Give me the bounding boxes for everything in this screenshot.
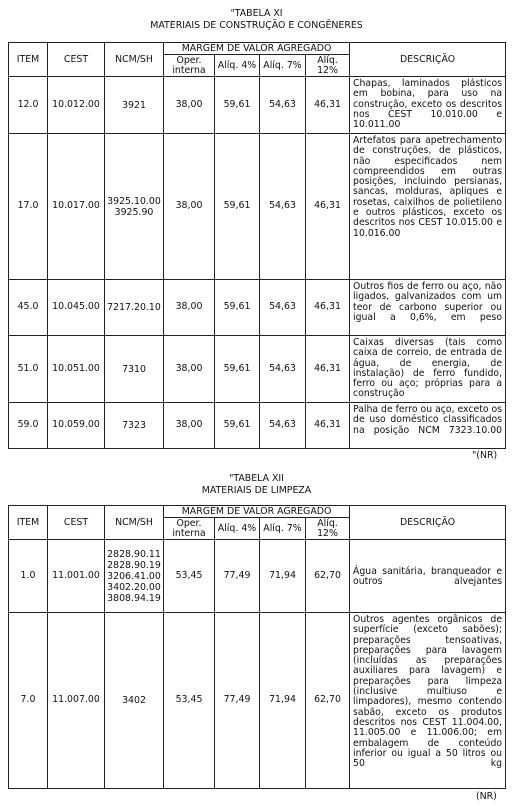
header-item: ITEM (9, 43, 48, 77)
cell-aliq12: 46,31 (306, 403, 350, 449)
header-cest: CEST (48, 506, 105, 540)
ncm-code: 2828.90.11 (107, 548, 161, 560)
cell-aliq12: 46,31 (306, 77, 350, 134)
cell-aliq12: 46,31 (306, 134, 350, 280)
cell-aliq4: 59,61 (215, 336, 260, 403)
ncm-code: 7217.20.10 (107, 302, 161, 313)
table-xi-note: "(NR) (472, 450, 498, 461)
ncm-code: 7323 (122, 420, 146, 431)
cell-aliq12: 62,70 (306, 540, 350, 613)
cell-oper: 38,00 (164, 77, 215, 134)
cell-aliq4: 59,61 (215, 403, 260, 449)
cell-aliq7: 54,63 (260, 280, 306, 336)
ncm-code: 3925.10.00 (107, 195, 161, 207)
cell-ncm (105, 77, 164, 134)
cell-descricao: Caixas diversas (tais como caixa de correio, de entrada de água, de energia, de instalação) de ferro fundido, ferro ou aço; próprias para a construção (350, 336, 506, 403)
header-oper: Oper. interna (164, 518, 215, 540)
cell-item: 1.0 (9, 540, 48, 613)
table-row (9, 613, 506, 789)
ncm-code: 3925.90 (114, 206, 154, 218)
header-ncm: NCM/SH (105, 43, 164, 77)
table-row (9, 280, 506, 336)
cell-descricao: Chapas, laminados plásticos em bobina, para uso na construção, exceto os descritos nos CEST 10.010.00 e 10.011.00 (350, 77, 506, 134)
cell-oper: 53,45 (164, 540, 215, 613)
table-row (9, 77, 506, 134)
header-item: ITEM (9, 506, 48, 540)
cell-descricao: Outros agentes orgânicos de superfície (exceto sabões); preparações tensoativas, preparações para lavagem (incluídas as preparações auxiliares para lavagem) e preparações para limpeza (inclusive multiuso e limpadores), mesmo contendo sabão, exceto os produtos descritos nos CEST 11.004.00, 11.005.00 e 11.006.00; em embalagem de conteúdo inferior ou igual a 50 litros ou 50 kg (350, 613, 506, 789)
cell-oper: 38,00 (164, 280, 215, 336)
table-row (9, 336, 506, 403)
header-margem: MARGEM DE VALOR AGREGADO (164, 506, 350, 518)
cell-descricao: Palha de ferro ou aço, exceto os de uso doméstico classificados na posição NCM 7323.10.00 (350, 403, 506, 449)
cell-aliq4: 77,49 (215, 613, 260, 789)
header-descricao: DESCRIÇÃO (350, 506, 506, 540)
cell-cest: 10.017.00 (48, 134, 105, 280)
table-xi-title: "TABELA XI (230, 8, 283, 19)
cell-item: 12.0 (9, 77, 48, 134)
cell-descricao: Outros fios de ferro ou aço, não ligados, galvanizados com um teor de carbono superior ou igual a 0,6%, em peso (350, 280, 506, 336)
table-xii-note: (NR) (476, 791, 497, 802)
ncm-code: 3402 (122, 695, 146, 706)
header-ncm: NCM/SH (105, 506, 164, 540)
cell-ncm (105, 540, 164, 613)
cell-aliq4: 59,61 (215, 134, 260, 280)
ncm-code: 3206.41.00 (107, 570, 161, 582)
cell-aliq7: 54,63 (260, 336, 306, 403)
table-xi-subtitle: MATERIAIS DE CONSTRUÇÃO E CONGÊNERES (150, 20, 363, 31)
ncm-code: 2828.90.19 (107, 559, 161, 571)
header-aliq4: Alíq. 4% (215, 518, 260, 540)
ncm-code: 3402.20.00 (107, 581, 161, 593)
cell-aliq7: 71,94 (260, 613, 306, 789)
table-xii (8, 505, 506, 789)
cell-aliq12: 46,31 (306, 280, 350, 336)
header-aliq4: Alíq. 4% (215, 55, 260, 77)
ncm-code: 7310 (122, 363, 146, 375)
header-aliq7: Alíq. 7% (260, 518, 306, 540)
cell-oper: 53,45 (164, 613, 215, 789)
cell-aliq4: 59,61 (215, 77, 260, 134)
ncm-code: 3808.94.19 (107, 592, 161, 604)
header-descricao: DESCRIÇÃO (350, 43, 506, 77)
cell-aliq4: 77,49 (215, 540, 260, 613)
header-oper: Oper. interna (164, 55, 215, 77)
cell-item: 17.0 (9, 134, 48, 280)
cell-ncm (105, 403, 164, 449)
header-aliq12: Alíq. 12% (306, 518, 350, 540)
cell-ncm (105, 336, 164, 403)
table-xii-title: "TABELA XII (229, 473, 284, 484)
cell-item: 45.0 (9, 280, 48, 336)
cell-cest: 10.012.00 (48, 77, 105, 134)
cell-aliq7: 71,94 (260, 540, 306, 613)
header-cest: CEST (48, 43, 105, 77)
cell-ncm (105, 280, 164, 336)
cell-descricao: Água sanitária, branqueador e outros alvejantes (350, 540, 506, 613)
cell-descricao: Artefatos para apetrechamento de construções, de plásticos, não especificados nem compreendidos em outras posições, incluindo persianas, sancas, molduras, apliques e rosetas, caixilhos de polietileno e outros plásticos, exceto os descritos nos CEST 10.015.00 e 10.016.00 (350, 134, 506, 280)
header-aliq7: Alíq. 7% (260, 55, 306, 77)
cell-aliq12: 46,31 (306, 336, 350, 403)
cell-cest: 10.059.00 (48, 403, 105, 449)
header-margem: MARGEM DE VALOR AGREGADO (164, 43, 350, 55)
cell-oper: 38,00 (164, 134, 215, 280)
cell-cest: 10.051.00 (48, 336, 105, 403)
cell-item: 59.0 (9, 403, 48, 449)
cell-cest: 11.001.00 (48, 540, 105, 613)
cell-item: 51.0 (9, 336, 48, 403)
table-row (9, 134, 506, 280)
cell-aliq4: 59,61 (215, 280, 260, 336)
cell-aliq7: 54,63 (260, 403, 306, 449)
cell-ncm (105, 134, 164, 280)
ncm-code: 3921 (122, 99, 146, 111)
cell-item: 7.0 (9, 613, 48, 789)
header-aliq12: Alíq. 12% (306, 55, 350, 77)
table-row (9, 540, 506, 613)
cell-aliq7: 54,63 (260, 134, 306, 280)
cell-oper: 38,00 (164, 403, 215, 449)
table-row (9, 403, 506, 449)
table-xi (8, 42, 506, 449)
table-xii-subtitle: MATERIAIS DE LIMPEZA (201, 485, 312, 496)
cell-aliq12: 62,70 (306, 613, 350, 789)
cell-oper: 38,00 (164, 336, 215, 403)
cell-aliq7: 54,63 (260, 77, 306, 134)
cell-ncm (105, 613, 164, 789)
cell-cest: 11.007.00 (48, 613, 105, 789)
cell-cest: 10.045.00 (48, 280, 105, 336)
